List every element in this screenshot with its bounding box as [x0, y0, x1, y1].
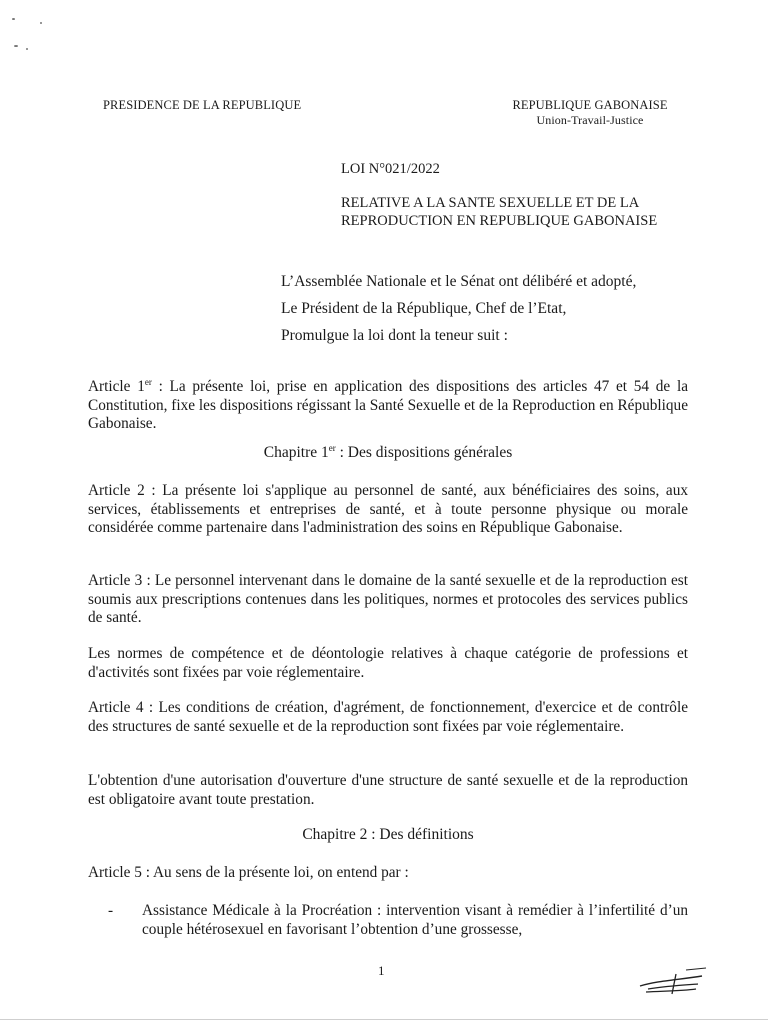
- list-item: [108, 902, 688, 939]
- scan-edge: [0, 1019, 768, 1020]
- article-2: Article 2 : La présente loi s'applique au personnel de santé, aux bénéficiaires des soins, aux services, établissements et entreprises de santé, et à toute personne physique ou morale considérée comme partenaire dans l'administration des soins en République Gabonaise.: [88, 482, 688, 536]
- country-header: [505, 98, 675, 128]
- scan-speck: [40, 22, 42, 24]
- law-number: LOI N°021/2022: [341, 161, 440, 177]
- preamble-line: L’Assemblée Nationale et le Sénat ont délibéré et adopté,: [281, 273, 637, 290]
- issuer-header: PRESIDENCE DE LA REPUBLIQUE: [103, 98, 302, 112]
- scan-speck: [14, 45, 18, 47]
- chapter-1-heading: Chapitre 1er : Des dispositions générales: [263, 443, 513, 462]
- article-3: Article 3 : Le personnel intervenant dans le domaine de la santé sexuelle et de la reproduction est soumis aux prescriptions contenues dans les politiques, normes et protocoles des services publics de santé.: [88, 572, 688, 626]
- law-title-line-1: RELATIVE A LA SANTE SEXUELLE ET DE LA: [341, 195, 640, 211]
- article-4-paragraph-2: L'obtention d'une autorisation d'ouverture d'une structure de santé sexuelle et de la reproduction est obligatoire avant toute prestation.: [88, 772, 688, 808]
- list-dash: -: [108, 902, 114, 919]
- definitions-list: [108, 902, 688, 939]
- country-name: REPUBLIQUE GABONAISE: [512, 98, 668, 112]
- chapter-2-heading: Chapitre 2 : Des définitions: [302, 826, 474, 843]
- article-3-paragraph-2: Les normes de compétence et de déontologie relatives à chaque catégorie de professions et d'activités sont fixées par voie réglementaire.: [88, 645, 688, 681]
- scan-speck: [12, 18, 15, 20]
- definition-text: Assistance Médicale à la Procréation : intervention visant à remédier à l’infertilité d’un couple hétérosexuel en favorisant l’obtention d’une grossesse,: [142, 902, 688, 938]
- article-4: Article 4 : Les conditions de création, d'agrément, de fonctionnement, d'exercice et de contrôle des structures de santé sexuelle et de la reproduction sont fixées par voie réglementaire.: [88, 699, 688, 735]
- preamble-line: Promulgue la loi dont la teneur suit :: [281, 327, 508, 344]
- country-motto: Union-Travail-Justice: [536, 113, 644, 127]
- page-number: 1: [378, 963, 385, 978]
- preamble: [281, 268, 701, 349]
- law-title: [341, 194, 657, 230]
- law-title-line-2: REPRODUCTION EN REPUBLIQUE GABONAISE: [341, 213, 658, 229]
- article-5: Article 5 : Au sens de la présente loi, on entend par :: [88, 864, 409, 881]
- scan-speck: [26, 48, 28, 50]
- preamble-line: Le Président de la République, Chef de l’Etat,: [281, 300, 567, 317]
- initials-signature: [636, 964, 716, 998]
- article-1: Article 1er : La présente loi, prise en application des dispositions des articles 47 et 54 de la Constitution, fixe les dispositions régissant la Santé Sexuelle et de la Reproduction en République Gabonaise.: [88, 377, 688, 433]
